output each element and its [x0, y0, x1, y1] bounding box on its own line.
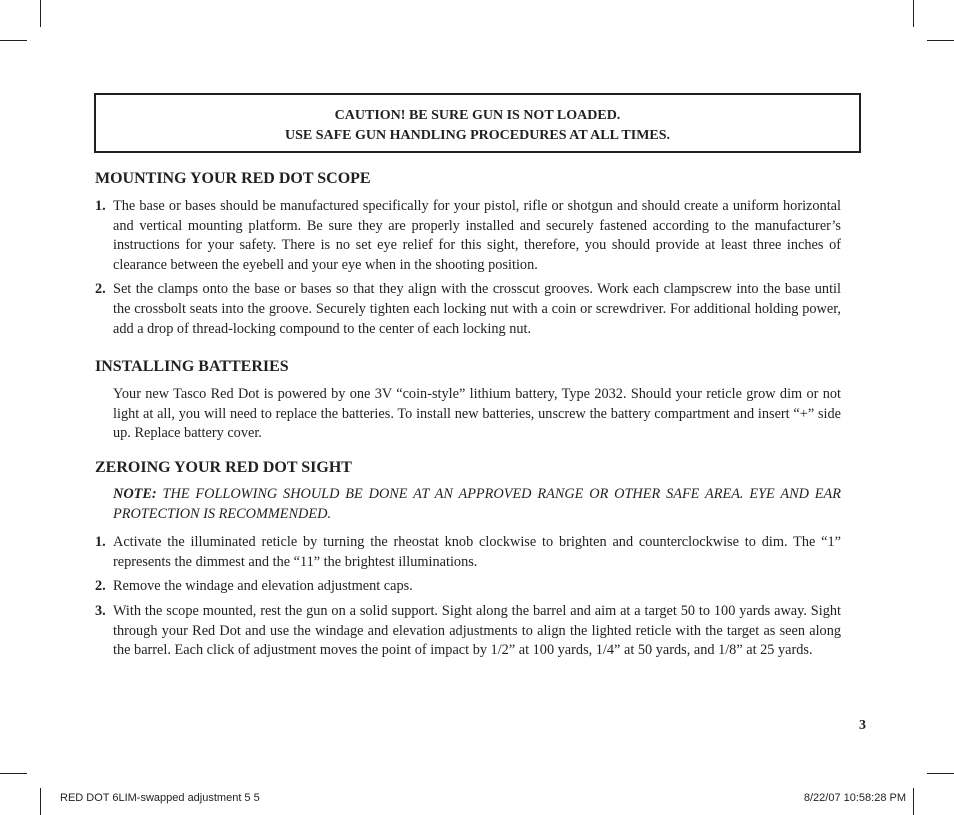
item-number: 2. [95, 578, 106, 595]
item-number: 1. [95, 534, 106, 551]
list-item [95, 280, 841, 339]
item-number: 1. [95, 198, 106, 214]
section-heading-batteries: INSTALLING BATTERIES [95, 358, 289, 376]
item-number: 2. [95, 281, 106, 298]
item-text: The base or bases should be manufactured specifically for your pistol, rifle or shotgun and should create a uniform horizontal and vertical mounting platform. Be sure they are properly installed and securely fastened according to the manufacturer’s instructions for your safety. There is no set eye relief for this sight, therefore, you should provide at least three inches of clearance between the eyebell and your eye when in the shooting position. [113, 198, 841, 273]
section-heading-mounting: MOUNTING YOUR RED DOT SCOPE [95, 170, 371, 187]
crop-mark [40, 788, 41, 815]
caution-line-1: CAUTION! BE SURE GUN IS NOT LOADED. [334, 108, 621, 123]
crop-mark [0, 40, 27, 41]
item-text: Set the clamps onto the base or bases so that they align with the crosscut grooves. Work each clampscrew into the base until the crossbolt seats into the groove. Securely tighten each locking nut with a coin or screwdriver. For additional holding power, add a drop of thread-locking compound to the center of each locking nut. [113, 281, 841, 337]
print-slug-left: RED DOT 6LIM-swapped adjustment 5 5 [60, 792, 260, 804]
safety-note [95, 485, 841, 524]
item-text: Remove the windage and elevation adjustment caps. [113, 578, 413, 595]
crop-mark [927, 773, 954, 774]
print-slug-right: 8/22/07 10:58:28 PM [803, 792, 906, 804]
item-text: Activate the illuminated reticle by turning the rheostat knob clockwise to brighten and counterclockwise to dim. The “1” represents the dimmest and the “11” the brightest illuminations. [113, 534, 841, 570]
crop-mark [40, 0, 41, 27]
crop-mark [913, 788, 914, 815]
note-label: NOTE: [113, 485, 157, 502]
page-content [95, 168, 841, 661]
item-text: With the scope mounted, rest the gun on a solid support. Sight along the barrel and aim at a target 50 to 100 yards away. Sight through your Red Dot and use the windage and elevation adjustments to align the lighted reticle with the target as seen along the barrel. Each click of adjustment moves the point of impact by 1/2” at 100 yards, 1/4” at 50 yards, and 1/8” at 25 yards. [113, 602, 841, 659]
caution-line-2: USE SAFE GUN HANDLING PROCEDURES AT ALL TIMES. [284, 128, 671, 143]
batteries-paragraph: Your new Tasco Red Dot is powered by one 3V “coin-style” lithium battery, Type 2032. Should your reticle grow dim or not light at all, you will need to replace the batteries. To install new batteries, unscrew the battery compartment and insert “+” side up. Replace battery cover. [113, 386, 841, 442]
page-number: 3 [859, 718, 866, 733]
crop-mark [927, 40, 954, 41]
list-item [95, 533, 841, 572]
crop-mark [913, 0, 914, 27]
item-number: 3. [95, 602, 106, 619]
list-item [95, 197, 841, 275]
list-item [95, 577, 841, 597]
section-heading-zeroing: ZEROING YOUR RED DOT SIGHT [95, 458, 352, 476]
caution-box [94, 93, 861, 153]
note-text: THE FOLLOWING SHOULD BE DONE AT AN APPROVED RANGE OR OTHER SAFE AREA. EYE AND EAR PROTECTION IS RECOMMENDED. [113, 485, 841, 522]
list-item [95, 602, 841, 661]
crop-mark [0, 773, 27, 774]
